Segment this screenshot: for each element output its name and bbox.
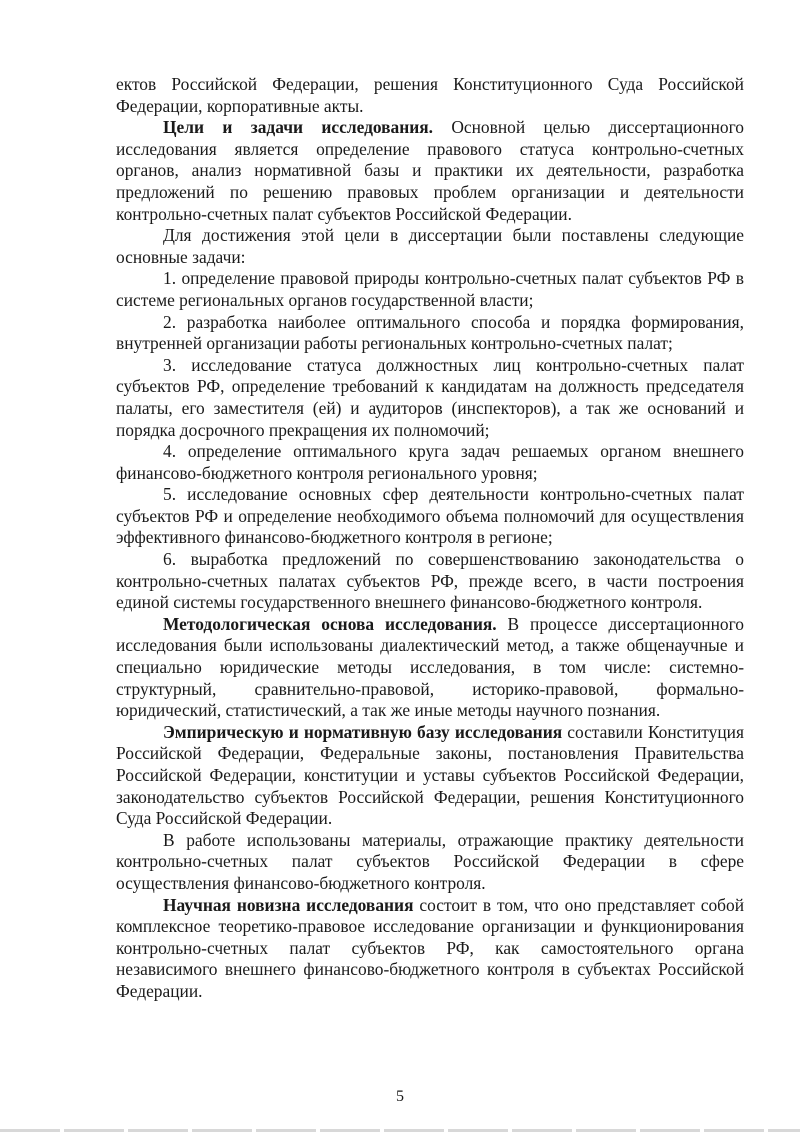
paragraph-text: Для достижения этой цели в диссертации были поставлены следующие основные задачи:: [116, 225, 744, 267]
paragraph-text: ектов Российской Федерации, решения Конституционного Суда Российской Федерации, корпоративные акты.: [116, 74, 744, 116]
paragraph-empirical-base: [116, 722, 744, 830]
paragraph-novelty: [116, 895, 744, 1003]
list-item-task-6: [116, 549, 744, 614]
list-item-task-3: [116, 355, 744, 441]
page-number: 5: [396, 1088, 404, 1105]
paragraph-heading: Цели и задачи исследования.: [163, 117, 434, 138]
paragraph-heading: Методологическая основа исследования.: [163, 613, 497, 634]
list-item-task-4: [116, 441, 744, 484]
paragraph-text: 2. разработка наиболее оптимального способа и порядка формирования, внутренней организации работы региональных контрольно-счетных палат;: [116, 311, 744, 354]
paragraph-continuation: [116, 74, 744, 117]
body-text: [116, 74, 744, 1003]
paragraph-text: 1. определение правовой природы контрольно-счетных палат субъектов РФ в системе региональных органов государственной власти;: [116, 268, 744, 310]
paragraph-text: 5. исследование основных сфер деятельности контрольно-счетных палат субъектов РФ и определение необходимого объема полномочий для осуществления эффективного финансово-бюджетного контроля в регионе;: [116, 484, 744, 548]
paragraph-goals: [116, 117, 744, 225]
paragraph-text: Основной целью диссертационного исследования является определение правового статуса контрольно-счетных органов, анализ нормативной базы и практики их деятельности, разработка предложений по решению правовых проблем организации и деятельности контрольно-счетных палат субъектов Российской Федерации.: [116, 117, 744, 224]
paragraph-text: 3. исследование статуса должностных лиц контрольно-счетных палат субъектов РФ, определение требований к кандидатам на должность председателя палаты, его заместителя (ей) и аудиторов (инспекторов), а так же оснований и порядка досрочного прекращения их полномочий;: [116, 354, 744, 440]
paragraph-methodology: [116, 614, 744, 722]
paragraph-text: 6. выработка предложений по совершенствованию законодательства о контрольно-счетных палатах субъектов РФ, прежде всего, в части построения единой системы государственного внешнего финансово-бюджетного контроля.: [116, 549, 744, 613]
paragraph-text: В процессе диссертационного исследования были использованы диалектический метод, а также общенаучные и специально юридические методы исследования, в том числе: системно-структурный, сравнительно-правовой, историко-правовой, формально-юридический, статистический, а так же иные методы научного познания.: [116, 613, 744, 721]
paragraph-text: составили Конституция Российской Федерации, Федеральные законы, постановления Правительства Российской Федерации, конституции и уставы субъектов Российской Федерации, законодательство субъектов Российской Федерации, решения Конституционного Суда Российской Федерации.: [116, 721, 744, 829]
list-item-task-5: [116, 484, 744, 549]
paragraph-text: состоит в том, что оно представляет собой комплексное теоретико-правовое исследование организации и функционирования контрольно-счетных палат субъектов РФ, как самостоятельного органа независимого внешнего финансово-бюджетного контроля в субъектах Российской Федерации.: [116, 894, 744, 1001]
paragraph-text: 4. определение оптимального круга задач решаемых органом внешнего финансово-бюджетного контроля регионального уровня;: [116, 441, 744, 483]
paragraph-materials: [116, 830, 744, 895]
paragraph-heading: Научная новизна исследования: [163, 894, 414, 915]
list-item-task-1: [116, 268, 744, 311]
paragraph-text: В работе использованы материалы, отражающие практику деятельности контрольно-счетных палат субъектов Российской Федерации в сфере осуществления финансово-бюджетного контроля.: [116, 829, 744, 893]
paragraph-heading: Эмпирическую и нормативную базу исследования: [163, 721, 563, 742]
paragraph-tasks-intro: [116, 225, 744, 268]
list-item-task-2: [116, 312, 744, 355]
